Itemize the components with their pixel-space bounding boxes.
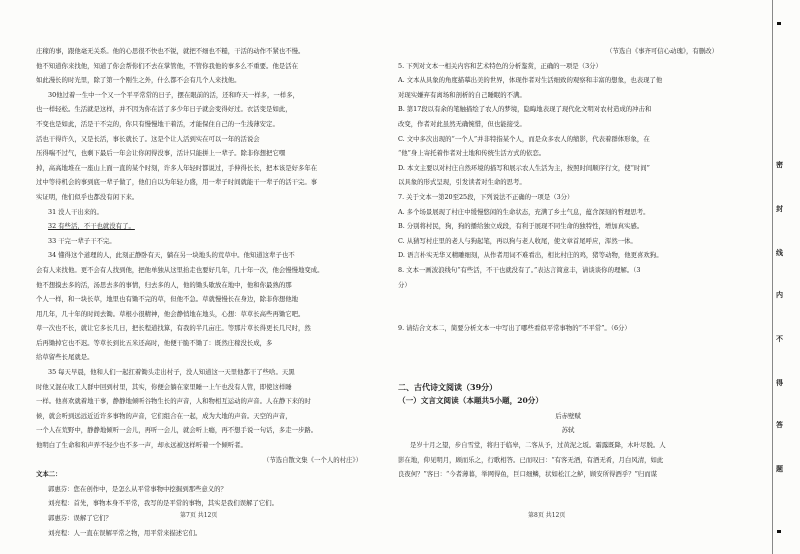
option-line: D. 本文主要以对村庄自然环境的描写和展示农人生活为主，按照时间顺序行文，使“时间” [398,163,650,172]
text-line: 一样。他喜欢就着地干事，静静地倾听谷物生长的声音，人和物相互运动的声音。人在静下来的时 [36,397,311,406]
text-line: 一个人在荒野中，静静地倾听一会儿，再听一会儿，就会听上瘾，再不想手说一句话，多走一步路。 [36,426,318,435]
seal-char: 得 [776,378,783,387]
text-line: 庄稼的事，跟他毫无关系。他的心思很不快也不锐，就把不细也不糙，干活的动作不紧也不慢。 [36,47,305,55]
question-line: 5. 下列对文本一相关内容和艺术特色的分析鉴赏，正确的一项是（3分） [398,61,602,70]
text-line: 会有人来找他。更不会有人找到他，把他单独从这里抬走也要好几年，几十年一次，他会慢慢地变成。 [36,265,324,274]
seal-char: 题 [776,464,783,473]
section-heading: 文本二： [36,470,62,479]
text-line: 活也干得许久，又是长活，事长就长了。这是个让人活到实在可以一年的活说会 [36,134,260,143]
binding-strip [752,0,800,554]
question-line: 7. 关于文本一第20至25段，下列说法不正确的一项是（3分） [398,192,574,201]
dialogue-line: 刘亮程：首先，事物本身不平常，我写的是平常的事物，其实是我们误解了它们。 [48,499,279,508]
text-line: 给草留些长尾就是。 [36,353,94,362]
seal-char: 封 [776,204,783,213]
text-line: 不变也是如此，活是干不完的，你只有慢慢地干着活，才能保住自己的一生浅薄安定。 [36,119,279,128]
text-line: 他明白了生命和和声弄不轻少也不多一声，却永远被这样听着一个倾听者。 [36,441,247,450]
text-line: 35 每天早晨，他和人们一起扛着锄头走出村子，没人知道这一天里他都干了些啥。天黑 [48,368,295,377]
answer-space[interactable] [398,365,738,380]
wavy-underlined-sentence: 32 有些活，不干也就没有了。 [48,222,135,231]
question-line: 9. 请结合文本二，简要分析文本一中写出了哪些看似平常事物的“不平常”。（6分） [398,324,631,333]
seal-char: 内 [776,290,783,299]
option-line: “他”身上寄托着作者对土地和传统生活方式的依恋。 [398,149,546,158]
page-footer-right: 第8页 共12页 [528,512,566,519]
text-line: 他不知道你来找他，知道了你会帮你们不去在掌管他，不管你我他的事多么不重要。他是活在 [36,61,299,70]
source-citation: （节选自《事齐可信心动瑰》，有删改） [606,47,718,55]
text-line: 掉，高高地堆在一座山上面一直的某个时刻，许多人年轻时都说过，手伸得长长，把本该是好多年在 [36,163,318,172]
text-line: 压得喘不过气，也剩下最后一年会让你闲得没事，活计只能拼上一辈子。除非你想把它嘿 [36,149,286,158]
option-line: A. 文本从具象的角度描摹出美的世界，体现作者对生活细致的观察和丰富的想象，也表现了他 [398,76,663,85]
option-line: 改变，作者对此虽然无确惋惜，但也能接受。 [398,119,526,128]
dialogue-line: 郭惠芬：误解了它们？ [48,514,112,522]
essay-line: 影在地，仰见明月，顾而乐之，行歌相答。已而叹曰：“有客无酒，有酒无肴，月白风清，如此 [398,455,664,464]
question-line: 分） [398,280,411,289]
answer-space[interactable] [398,350,738,365]
text-line: 30他过着一生中一个又一个平平常常的日子，摆在眼前的活，还和昨天一样多，一样多， [48,90,299,99]
subsection-heading: （一）文言文阅读（本题共5小题，20分） [398,396,543,406]
dialogue-line: 刘亮程：人一直在误解平常之物，用平常来描述它们。 [48,528,202,537]
text-line: 34 懂得这个道理的人，此刻正静卧有天，躺在另一块地头的荒草中。他知道这辈子也不 [48,251,295,260]
page-footer-left: 第7页 共12页 [180,512,218,519]
essay-line: 是岁十月之望，步自雪堂，将归于临皋，二客从予，过黄泥之坂。霜露既降，木叶尽脱。人 [410,441,666,450]
text-line: 时他又混在收工人群中回到村里，其实，你便会躺在家里睡一上午也没有人管，即使这样睡 [36,382,292,391]
binding-line [772,0,773,554]
text-line: 后再锄掉它也不迟。等草长到比五米还高时，他便干脆不锄了：既然庄稼没长成，多 [36,338,273,347]
right-page [398,44,738,482]
source-citation: （节选自散文集《一个人的村庄》） [262,455,362,464]
answer-space[interactable] [398,336,738,351]
option-line: 对现实嫌弃有离场和剖析的自己睡眠的不满。 [398,90,526,99]
essay-title: 后赤壁赋 [555,411,581,420]
question-line: 8. 文本一画波浪线句“有些活，不干也就没有了。”表达言简意丰，请谈谈你的理解。（3 [398,265,641,274]
binding-mark-icon [777,22,781,25]
text-line: 他不想摸去多的活，汤思去多的事情，归去多的人，他的锄头歇放在地中，他和你最熟的那 [36,280,292,289]
text-line: 33 干完一辈子干不完。 [48,236,116,245]
text-line: 个人一样，和一块长草，地里也有锄不完的草，但他不急。草就慢慢长在身边，除非你想他地 [36,295,299,304]
text-line: 过中等待机会的事到底一辈子做了，他们自以为年轻力盛，用一辈子时间就能干一辈子的活干完。事 [36,178,318,187]
option-line: C. 从猜写村庄里的老人与狗起笔，再以狗与老人收尾，使文章首尾呼应，浑然一体。 [398,236,637,245]
text-line: 实证明，他们似乎也都没有闲下来。 [36,192,139,201]
seal-char: 密 [776,160,783,169]
left-page [36,44,382,540]
answer-space[interactable] [398,292,738,307]
text-line: 草一次也不长，就让它多长几日，把长程道找算，有我的半几亩庄。等那片草长得更长几尺时，然 [36,324,311,333]
seal-char: 答 [776,420,783,429]
text-line: 候，就会听到远远近近许多事物的声音，它们组合在一起，成为大地的声音。天空的声音， [36,411,292,420]
option-line: B. 分别将村民，狗，狗的播给独立成段，有利于展现不同生命的独特性，增加真实感。 [398,222,644,231]
essay-line: 良夜何？”客曰：“今者薄暮，举网得鱼，巨口细鳞，状如松江之鲈，顾安所得酒乎？”归而谋 [398,470,658,479]
text-line: 如此漫长的时光里，除了第一个刚生之外，什么都不会有几个人来找他。 [36,76,241,85]
binding-mark-icon [777,530,781,533]
section-heading: 二、古代诗文阅读（39分） [398,381,498,392]
seal-char: 线 [776,248,783,257]
option-line: A. 多个场景展现了村庄中缓慢悠闲的生命状态，充满了乡土气息，蕴含深刻的哲理思考。 [398,207,650,216]
option-line: 以具象的形式呈现，引发读者对生命的思考。 [398,178,526,187]
text-line: 也一样轻松。生活就是这样，并不因为你在活了多少年日子就会变得好过。衣活变是如此， [36,105,292,114]
option-line: D. 语言朴实无华又精雕细刻，从作者用词不难看出，相比村庄的鸡，猪等动物，他更喜欢狗。 [398,251,663,260]
dialogue-line: 郭惠芬：您在创作中，是怎么从平常事物中挖掘到那些意义的？ [48,484,227,493]
text-line: 31 没人干出来的。 [48,207,103,216]
text-line: 用几年，几十年的时间去锄。草根小很精神，他会静悄地在地头，心想：草草长高些再锄它吧。 [36,309,305,318]
option-line: C. 文中多次出现的“一个人”并非特指某个人，而是众多农人的缩影，代表着群体形象，在 [398,134,650,143]
essay-author: 苏轼 [561,426,575,435]
option-line: B. 第17段以有余的笔触描绘了农人的梦境，隐晦地表现了现代化文明对农村造成的冲击和 [398,105,652,114]
seal-char: 不 [776,334,783,343]
answer-space[interactable] [398,307,738,322]
